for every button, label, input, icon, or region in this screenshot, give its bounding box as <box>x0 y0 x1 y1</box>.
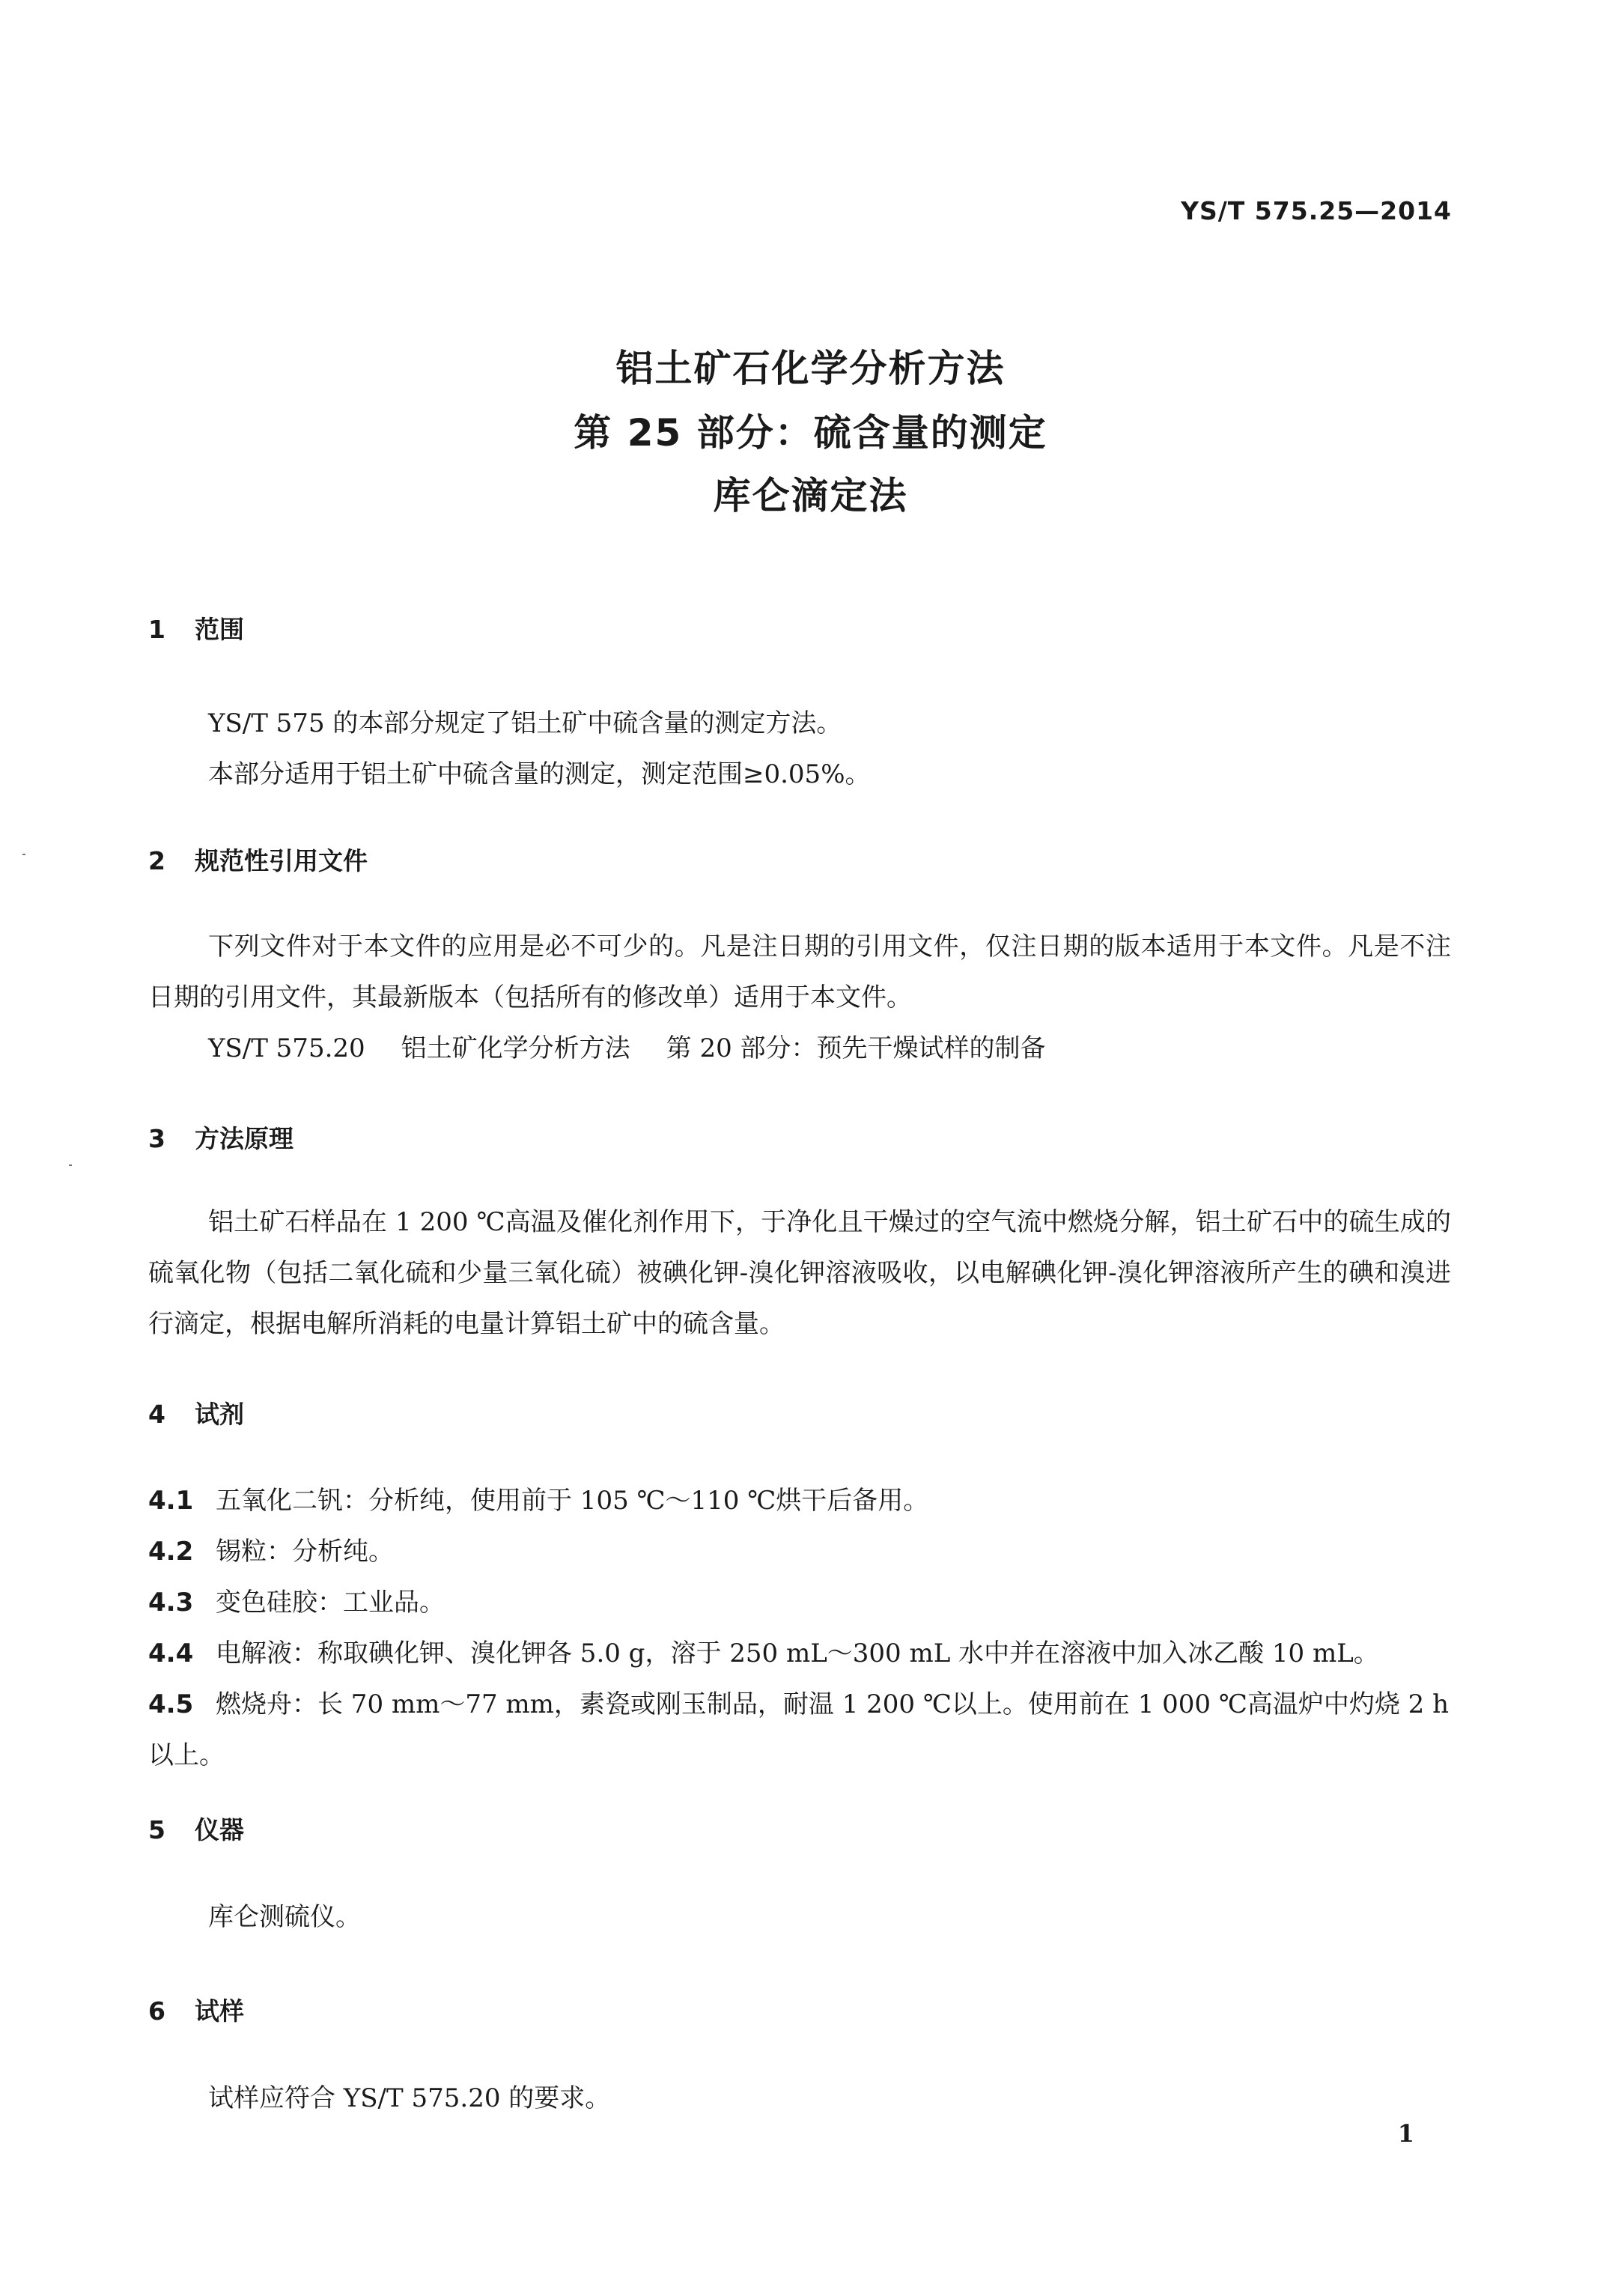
paragraph: YS/T 575 的本部分规定了铝土矿中硫含量的测定方法。 <box>208 708 842 738</box>
section-number: 2 <box>148 846 165 875</box>
section-4-heading <box>148 1395 244 1430</box>
section-title: 试样 <box>195 1996 244 2026</box>
section-3-body <box>148 1197 1451 1349</box>
paragraph: 库仑测硫仪。 <box>208 1902 361 1932</box>
section-4-items <box>148 1475 1451 1781</box>
section-6-heading <box>148 1992 244 2027</box>
section-3-heading <box>148 1120 294 1155</box>
item-text: 变色硅胶：工业品。 <box>216 1588 445 1618</box>
standard-code: YS/T 575.25—2014 <box>1181 196 1452 225</box>
section-2-heading <box>148 842 368 877</box>
section-title: 方法原理 <box>195 1124 294 1153</box>
paragraph: 试样应符合 YS/T 575.20 的要求。 <box>208 2083 611 2113</box>
reagent-item <box>148 1679 1451 1781</box>
item-text: 五氧化二钒：分析纯，使用前于 105 ℃～110 ℃烘干后备用。 <box>216 1486 929 1516</box>
scan-speck <box>69 1164 72 1166</box>
scan-speck <box>22 854 25 855</box>
item-number: 4.1 <box>148 1486 194 1516</box>
item-number: 4.4 <box>148 1639 194 1668</box>
paragraph: 下列文件对于本文件的应用是必不可少的。凡是注日期的引用文件，仅注日期的版本适用于本文件。凡是不注日期的引用文件，其最新版本（包括所有的修改单）适用于本文件。 <box>148 932 1451 1012</box>
section-6-body <box>148 2073 1451 2124</box>
section-number: 1 <box>148 615 165 644</box>
paragraph: 本部分适用于铝土矿中硫含量的测定，测定范围≥0.05%。 <box>208 759 871 789</box>
section-5-body <box>148 1892 1451 1943</box>
reference-part: 第 20 部分：预先干燥试样的制备 <box>666 1033 1046 1063</box>
section-5-heading <box>148 1811 244 1846</box>
section-2-body <box>148 921 1451 1074</box>
item-number: 4.5 <box>148 1689 194 1719</box>
reagent-item <box>148 1577 1451 1628</box>
page-number: 1 <box>1397 2119 1414 2148</box>
reagent-item <box>148 1526 1451 1577</box>
section-title: 范围 <box>195 615 244 644</box>
document-title-line3: 库仑滴定法 <box>713 474 908 517</box>
reagent-item <box>148 1628 1451 1679</box>
item-number: 4.2 <box>148 1537 194 1567</box>
section-1-heading <box>148 610 244 646</box>
item-text: 锡粒：分析纯。 <box>216 1537 394 1567</box>
section-number: 4 <box>148 1400 165 1429</box>
section-title: 仪器 <box>195 1815 244 1844</box>
section-title: 试剂 <box>195 1400 244 1429</box>
item-text: 燃烧舟：长 70 mm～77 mm，素瓷或刚玉制品，耐温 1 200 ℃以上。使用前在 1 000 ℃高温炉中灼烧 2 h 以上。 <box>148 1689 1450 1770</box>
section-title: 规范性引用文件 <box>195 846 368 875</box>
section-number: 6 <box>148 1996 165 2026</box>
normative-reference <box>148 1023 1451 1074</box>
document-title-line1: 铝土矿石化学分析方法 <box>615 347 1006 390</box>
document-title-line2: 第 25 部分：硫含量的测定 <box>574 411 1047 455</box>
item-number: 4.3 <box>148 1588 194 1618</box>
section-1-body <box>148 698 1451 800</box>
paragraph: 铝土矿石样品在 1 200 ℃高温及催化剂作用下，于净化且干燥过的空气流中燃烧分解，铝土矿石中的硫生成的硫氧化物（包括二氧化硫和少量三氧化硫）被碘化钾-溴化钾溶液吸收，以电解碘化钾-溴化钾溶液所产生的碘和溴进行滴定，根据电解所消耗的电量计算铝土矿中的硫含量。 <box>148 1207 1451 1339</box>
section-number: 3 <box>148 1124 165 1153</box>
reference-code: YS/T 575.20 <box>208 1033 365 1063</box>
section-number: 5 <box>148 1815 165 1844</box>
reagent-item <box>148 1475 1451 1526</box>
reference-title: 铝土矿化学分析方法 <box>401 1033 630 1063</box>
item-text: 电解液：称取碘化钾、溴化钾各 5.0 g，溶于 250 mL～300 mL 水中并在溶液中加入冰乙酸 10 mL。 <box>216 1639 1379 1668</box>
